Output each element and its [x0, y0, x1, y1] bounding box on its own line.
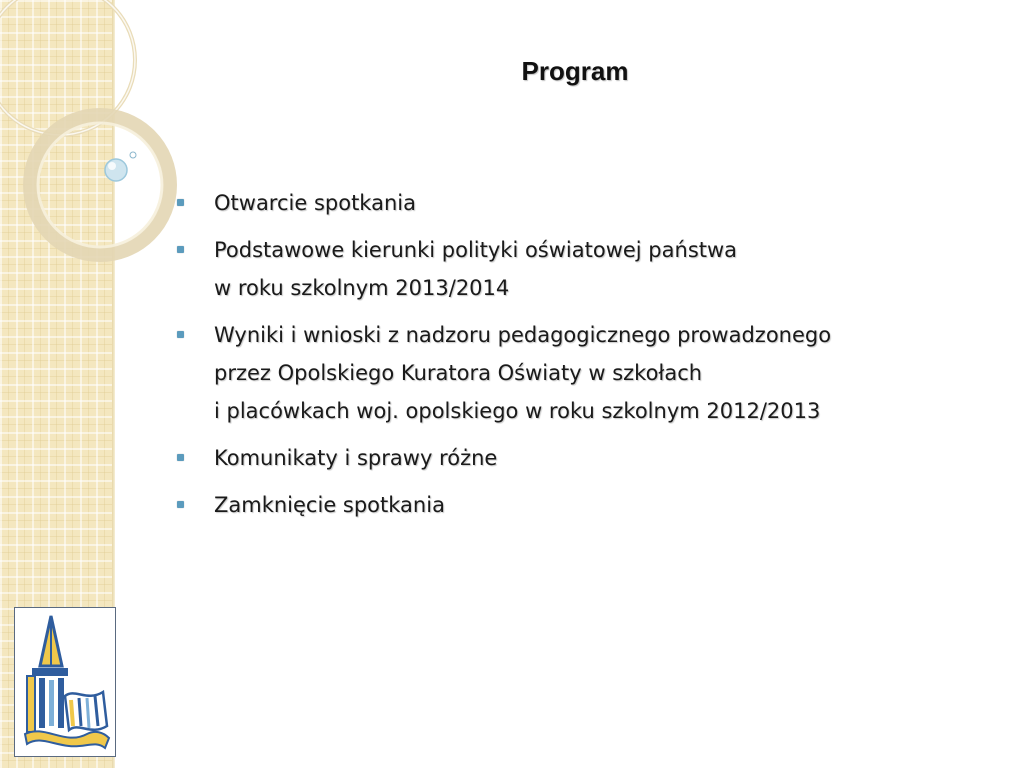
agenda-item — [175, 316, 995, 430]
agenda-item-text: Podstawowe kierunki polityki oświatowej państwa — [214, 238, 738, 262]
agenda-item-text: Otwarcie spotkania — [214, 191, 416, 215]
agenda-item-text: i placówkach woj. opolskiego w roku szkolnym 2012/2013 — [214, 399, 821, 423]
square-bullet-icon — [177, 454, 184, 461]
agenda-item — [175, 231, 995, 307]
square-bullet-icon — [177, 199, 184, 206]
square-bullet-icon — [177, 501, 184, 508]
circle-arc-decoration — [0, 0, 160, 260]
agenda-item — [175, 439, 995, 477]
agenda-item-text: Komunikaty i sprawy różne — [214, 446, 498, 470]
school-tower-book-logo-icon — [15, 608, 115, 756]
agenda-list — [175, 184, 995, 533]
square-bullet-icon — [177, 331, 184, 338]
agenda-item-text: przez Opolskiego Kuratora Oświaty w szkołach — [214, 361, 703, 385]
agenda-item-text: Zamknięcie spotkania — [214, 493, 445, 517]
square-bullet-icon — [177, 246, 184, 253]
agenda-item-text: Wyniki i wnioski z nadzoru pedagogicznego prowadzonego — [214, 323, 832, 347]
slide-title: Program — [521, 56, 629, 86]
agenda-item — [175, 184, 995, 222]
school-logo — [14, 607, 116, 757]
agenda-item — [175, 486, 995, 524]
agenda-item-text: w roku szkolnym 2013/2014 — [214, 276, 510, 300]
